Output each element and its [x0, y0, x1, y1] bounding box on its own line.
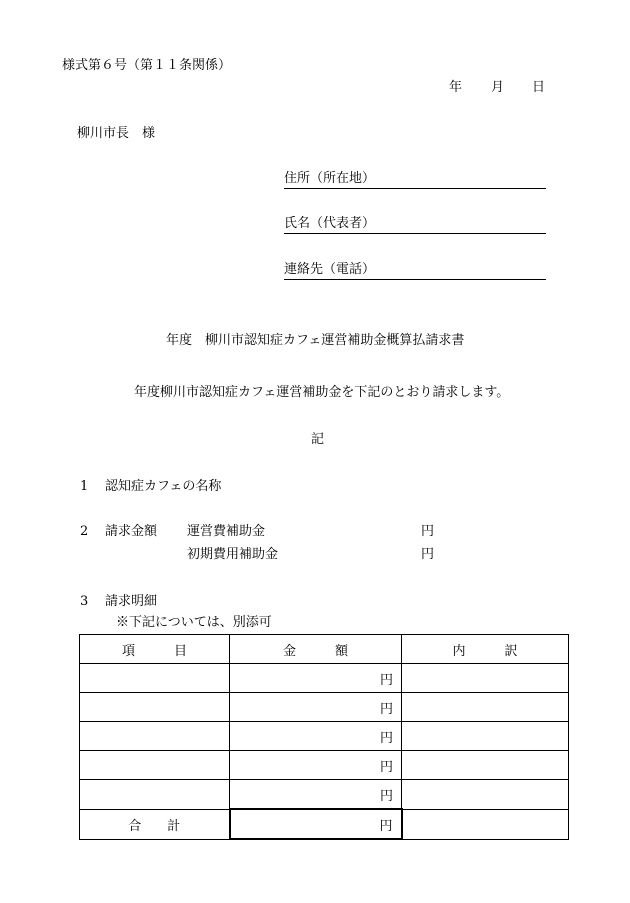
header-item: 項 目 [80, 635, 230, 664]
billing-detail-table [79, 634, 569, 840]
row-detail-cell [402, 722, 569, 751]
section-2-number: 2 [80, 524, 89, 539]
ki-heading: 記 [311, 432, 325, 447]
row-detail-cell [402, 780, 569, 810]
total-detail-cell [402, 809, 569, 839]
row-amount-cell: 円 [230, 693, 402, 722]
row-item-cell [80, 751, 230, 780]
row-detail-cell [402, 664, 569, 693]
total-amount-cell: 円 [230, 809, 402, 839]
form-number: 様式第６号（第１１条関係） [62, 58, 232, 73]
section-1-number: 1 [80, 479, 89, 494]
row-item-cell [80, 693, 230, 722]
row-amount-cell: 円 [230, 780, 402, 810]
table-row [80, 664, 569, 693]
row-amount-cell: 円 [230, 664, 402, 693]
attachment-note: ※下記については、別添可 [116, 615, 272, 630]
initial-cost-subsidy-label: 初期費用補助金 [187, 547, 279, 562]
initial-cost-subsidy-yen: 円 [421, 547, 435, 562]
section-3-number: 3 [80, 594, 89, 609]
table-row [80, 693, 569, 722]
section-1-label: 認知症カフェの名称 [105, 479, 222, 494]
row-item-cell [80, 664, 230, 693]
document-title: 年度 柳川市認知症カフェ運営補助金概算払請求書 [166, 333, 465, 348]
row-item-cell [80, 722, 230, 751]
section-2-label: 請求金額 [105, 524, 158, 539]
operating-subsidy-yen: 円 [421, 524, 435, 539]
date-day: 日 [532, 80, 546, 95]
request-statement: 年度柳川市認知症カフェ運営補助金を下記のとおり請求します。 [134, 385, 510, 400]
row-detail-cell [402, 751, 569, 780]
section-3-label: 請求明細 [105, 594, 158, 609]
name-field: 氏名（代表者） [284, 216, 546, 234]
table-header-row [80, 635, 569, 664]
address-field: 住所（所在地） [284, 171, 546, 189]
header-breakdown: 内 訳 [402, 635, 569, 664]
row-item-cell [80, 780, 230, 810]
row-amount-cell: 円 [230, 722, 402, 751]
contact-field: 連絡先（電話） [284, 262, 546, 280]
header-amount: 金 額 [230, 635, 402, 664]
table-row [80, 780, 569, 810]
total-row [80, 809, 569, 839]
total-label: 合 計 [80, 809, 230, 839]
date-year: 年 [449, 80, 463, 95]
operating-subsidy-label: 運営費補助金 [187, 524, 266, 539]
row-detail-cell [402, 693, 569, 722]
date-month: 月 [491, 80, 505, 95]
table-row [80, 751, 569, 780]
addressee: 柳川市長 様 [77, 126, 156, 141]
table-row [80, 722, 569, 751]
row-amount-cell: 円 [230, 751, 402, 780]
